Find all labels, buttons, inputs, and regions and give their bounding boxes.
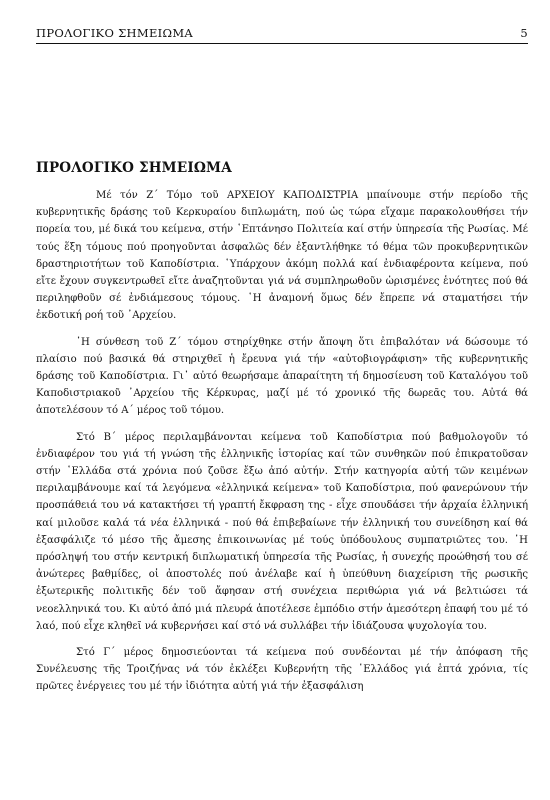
paragraph: Στό Γ΄ μέρος δημοσιεύονται τά κείμενα πού συνδέονται μέ τήν ἀπόφαση τῆς Συνέλευσης τῆς Τροιζήνας νά τόν ἐκλέξει Κυβερνήτη τῆς ῾Ελλάδος γιά ἑπτά χρόνια, τίς πρῶτες ἐνέργειες του μέ τήν ἰδιότητα αὐτή γιά τήν ἐξασφάλιση bbox=[36, 647, 528, 693]
page-number: 5 bbox=[520, 26, 528, 40]
section-title: ΠΡΟΛΟΓΙΚΟ ΣΗΜΕΙΩΜΑ bbox=[36, 160, 232, 176]
paragraph: ῾Η σύνθεση τοῦ Ζ΄ τόμου στηρίχθηκε στήν ἄποψη ὅτι ἐπιβαλόταν νά δώσουμε τό πλαίσιο πού βασικά θά στηριχθεῖ ἡ ἔρευνα γιά τήν «αὐτοβιογράφιση» τῆς κυβερνητικῆς δράσης τοῦ Καποδίστρια. Γι᾿ αὐτό θεωρήσαμε ἀπαραίτητη τή δημοσίευση τοῦ Καταλόγου τοῦ Καποδιστριακοῦ ᾿Αρχείου τῆς Κέρκυρας, μαζί μέ τό χρονικό τῆς δωρεᾶς του. Αὐτά θά ἀποτελέσουν τό Α΄ μέρος τοῦ τόμου. bbox=[36, 336, 528, 417]
paragraph: Στό Β΄ μέρος περιλαμβάνονται κείμενα τοῦ Καποδίστρια πού βαθμολογοῦν τό ἐνδιαφέρον του γιά τή γνώση τῆς ἑλληνικῆς ἱστορίας καί τῶν συνθηκῶν πού ἐπικρατοῦσαν στήν ῾Ελλάδα στά χρόνια πού ζοῦσε ἔξω ἀπό αὐτήν. Στήν κατηγορία αὐτή τῶν κειμένων περιλαμβάνουμε καί τά λεγόμενα «ἑλληνικά κείμενα» τοῦ Καποδίστρια, πού φανερώνουν τήν προσπάθειά του νά κατακτήσει τή γραπτή ἔκφραση της - εἶχε σπουδάσει τήν ἀρχαία ἑλληνική καί μιλοῦσε καλά τά νέα ἑλληνικά - πού θά ἐπιβεβαίωνε τήν ἑλληνική του συνείδηση καί θά ἐξασφάλιζε τό μέσο τῆς ἄμεσης ἐπικοινωνίας μέ τούς ὑπόδουλους συμπατριῶτες του. ῾Η πρόσληψή του στήν κεντρική διπλωματική ὑπηρεσία τῆς Ρωσίας, ἡ συνεχής προώθησή του σέ ἀνώτερες βαθμίδες, οἱ ἀποστολές πού ἀνέλαβε καί ἡ ὑπεύθυνη διαχείριση τῆς ρωσικῆς ἐξωτερικῆς πολιτικῆς δέν τοῦ ἄφησαν στή συνέχεια περιθώρια γιά νά βελτιώσει τά νεοελληνικά του. Κι αὐτό ἀπό μιά πλευρά ἀποτέλεσε ἐμπόδιο στήν ἀμεσότερη ἐπαφή του μέ τό λαό, πού εἶχε κληθεῖ νά κυβερνήσει καί στό νά συλλάβει τήν ἰδιάζουσα ψυχολογία του. bbox=[36, 431, 528, 632]
body-text bbox=[36, 187, 528, 705]
running-title: ΠΡΟΛΟΓΙΚΟ ΣΗΜΕΙΩΜΑ bbox=[36, 26, 194, 40]
paragraph: Μέ τόν Ζ΄ Τόμο τοῦ ΑΡΧΕΙΟΥ ΚΑΠΟΔΙΣΤΡΙΑ μπαίνουμε στήν περίοδο τῆς κυβερνητικῆς δράσης τοῦ Κερκυραίου διπλωμάτη, πού ὡς τώρα εἴχαμε παρακολουθήσει τήν πορεία του, μέ δικά του κείμενα, στήν ῾Επτάνησο Πολιτεία καί στήν ὑπηρεσία τῆς Ρωσίας. Μέ τούς ἕξη τόμους πού προηγοῦνται ἀσφαλῶς δέν ἐξαντλήθηκε τό θέμα τῶν προκυβερνητικῶν δραστηριοτήτων τοῦ Καποδίστρια. ῾Υπάρχουν ἀκόμη πολλά καί ἐνδιαφέροντα κείμενα, πού εἴτε ἔχουν συγκεντρωθεῖ εἴτε ἀναζητοῦνται γιά νά συμπληρωθοῦν ὡρισμένες ἑνότητες πού θά περιληφθοῦν σέ ἐνδιάμεσους τόμους. ῾Η ἀναμονή ὅμως δέν ἔπρεπε νά σταματήσει τήν ἐκδοτική ροή τοῦ ᾿Αρχείου. bbox=[36, 190, 528, 322]
running-header bbox=[36, 22, 528, 44]
